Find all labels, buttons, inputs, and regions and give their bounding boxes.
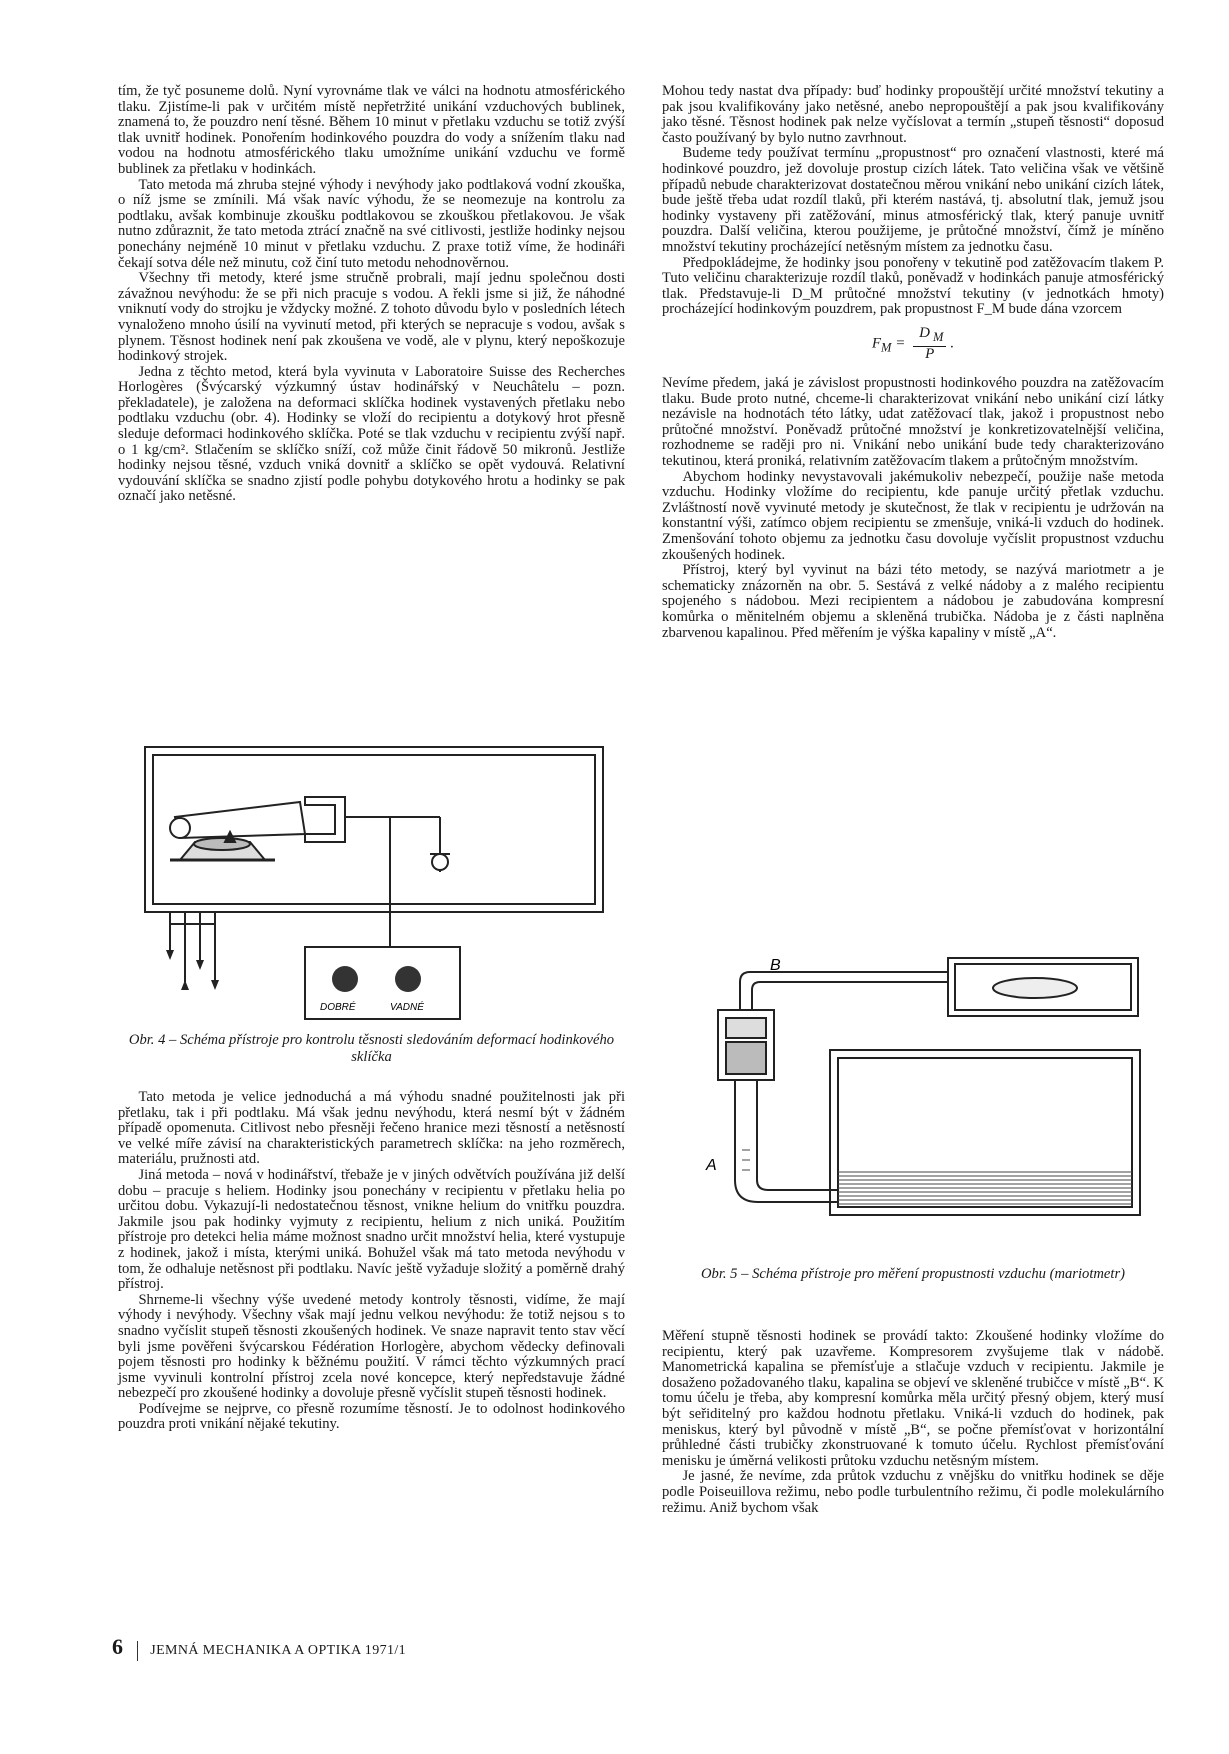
left-column-bottom-text: [118, 1090, 625, 1433]
right-column-top-text: [662, 84, 1164, 641]
formula-numerator: D: [919, 324, 930, 341]
watch-icon: [993, 978, 1077, 998]
paragraph: Tato metoda má zhruba stejné výhody i nevýhody jako podtlaková vodní zkouška, o níž jsme se zmínili. Má však navíc výhodu, že se neomezuje na kontrolu za podtlaku, avšak kombinuje zkoušku podtlakovou se zkouškou přetlakovou. Je však nutno zdůraznit, že tato metoda ztrácí značně na své citlivosti, jestliže hodinky nejsou ponechány nejméně 10 minut v přetlaku vzduchu. Z praxe totiž víme, že hodináři čekají sotva déle než minutu, což činí tuto metodu nehodnověrnou.: [118, 176, 625, 271]
label-b: B: [770, 957, 781, 974]
paragraph: Mohou tedy nastat dva případy: buď hodinky propouštějí určité množství tekutiny a pak jsou kvalifikovány jako netěsné, anebo nepropouštějí a pak jsou kvalifikovány jako těsné. Těsnost hodinek pak nelze vyčíslovat a termín „stupeň těsnosti“ doposud často používaný by bylo nutno zavrhnout.: [662, 83, 1164, 146]
footer-divider: [137, 1641, 138, 1661]
formula-lhs: F: [871, 335, 882, 352]
paragraph: Jedna z těchto metod, která byla vyvinuta v Laboratoire Suisse des Recherches Horlogères (Švýcarský výzkumný ústav hodinářský v Neuchâtelu – pozn. překladatele), je založena na deformaci sklíčka hodinek vystavených přetlaku nebo podtlaku vzduchu (obr. 4). Hodinky se vloží do recipientu a dotykový hrot přesně sleduje deformaci hodinkového sklíčka. Poté se tlak vzduchu v recipientu zvýší např. o 1 kg/cm². Stlačením se sklíčko sníží, což může činit řádově 50 mikronů. Jestliže hodinky nejsou těsné, vzduch vniká dovnitř a sklíčko se opět vydouvá. Relativní vydouvání sklíčka se snadno zjistí podle pohybu dotykového hrotu a hodinky se pak označí jako netěsné.: [118, 363, 625, 505]
paragraph: Abychom hodinky nevystavovali jakémukoliv nebezpečí, použije naše metoda vzduchu. Hodinky vložíme do recipientu, kde panuje určitý přetlak vzduchu. Zvláštností nově vyvinuté metody je skutečnost, že tlak v recipientu je udržován na konstantní výši, zatímco objem recipientu se zmenšuje, vniká-li vzduch do hodinek. Zmenšování tohoto objemu za jednotku času dovoluje vyčíslit propustnost vzduchu zkoušených hodinek.: [662, 468, 1164, 563]
figure-4-caption: Obr. 4 – Schéma přístroje pro kontrolu těsnosti sledováním deformací hodinkového sklíčka: [128, 1032, 615, 1065]
watch-glass: [194, 838, 250, 850]
paragraph: Podívejme se nejprve, co přesně rozumíme těsností. Je to odolnost hodinkového pouzdra proti vnikání nějaké tekutiny.: [118, 1400, 625, 1433]
bad-lamp-icon: [395, 966, 421, 992]
adjust-screw: [432, 854, 448, 870]
sensor-head: [305, 797, 345, 842]
good-lamp-icon: [332, 966, 358, 992]
figure-4-diagram: [140, 742, 618, 1022]
paragraph: Je jasné, že nevíme, zda průtok vzduchu z vnějšku do vnitřku hodinek se děje podle Poiseuillova režimu, nebo podle turbulentního režimu, či podle molekulárního režimu. Aniž bychom však: [662, 1468, 1164, 1516]
formula-numerator-sub: M: [932, 329, 944, 344]
label-a: A: [706, 1157, 717, 1174]
left-column-top-text: [118, 84, 625, 505]
label-good: DOBRÉ: [320, 1002, 356, 1013]
formula-denominator: P: [925, 345, 935, 362]
paragraph: Předpokládejme, že hodinky jsou ponořeny v tekutině pod zatěžovacím tlakem P. Tuto veličinu charakterizuje rozdíl tlaků, poněvadž v hodinkách panuje atmosférický tlak. Představuje-li D_M průtočné množství tekutiny (v jednotkách hmoty) procházející hodinkovým pouzdrem, pak propustnost F_M bude dána vzorcem: [662, 254, 1164, 318]
journal-title: JEMNÁ MECHANIKA A OPTIKA 1971/1: [150, 1643, 407, 1658]
paragraph: Měření stupně těsnosti hodinek se provádí takto: Zkoušené hodinky vložíme do recipientu, který pak uzavřeme. Kompresorem zvyšujeme tlak v nádobě. Manometrická kapalina se přemísťuje a stlačuje vzduch v recipientu. Jakmile je dosaženo požadovaného tlaku, kapalina se objeví ve skleněné trubičce v místě „B“. K tomu účelu je třeba, aby kompresní komůrka měla určitý přesný objem, který musí být seřiditelný pro každou hodnotu přetlaku. Vniká-li vzduch do hodinek, pak meniskus, který byl původně v místě „B“, se počne přemísťovat v horizontální průhledné části trubičky zkonstruované k tomuto účelu. Rychlost přemísťování menisku je úměrná velikosti průtoku vzduchu netěsným místem.: [662, 1328, 1164, 1469]
paragraph: Budeme tedy používat termínu „propustnost“ pro označení vlastnosti, které má hodinkové pouzdro, jež dovoluje prostup cizích látek. Tato veličina však ve většině případů nebude charakterizovat dostatečnou měrou vnikání nebo unikání cizích látek, bude ještě třeba udat rozdíl tlaků, při kterém nastává, tj. absolutní tlak, jemuž jsou hodinky vystaveny při zatěžování, minus atmosférický tlak, který panuje uvnitř pouzdra. Další veličina, kterou použijeme, je průtočné množství, čímž je míněno množství tekutiny procházející netěsným místem za jednotku času.: [662, 145, 1164, 255]
glass-tube: [740, 972, 948, 1010]
large-vessel: [830, 1050, 1140, 1215]
page-footer: [112, 1634, 406, 1661]
lever-arm: [175, 802, 305, 838]
paragraph: Shrneme-li všechny výše uvedené metody kontroly těsnosti, vidíme, že mají výhody i nevýhody. Všechny však mají jednu velkou nevýhodu: že totiž nejsou s to snadno vyčíslit stupeň těsnosti zkoušených hodinek. Ve snaze napravit tento stav věcí byli jsme pověřeni švýcarskou Fédération Horlogère, abychom vědecky definovali pojem těsnosti pro hodinky k běžnému použití. V rámci těchto výzkumných prací jsme vyvinuli kontrolní přístroj zcela nové koncepce, který nepředstavuje žádné nebezpečí pro zkoušené hodinky a dovoluje přesně vyčíslit stupeň těsnosti hodinek.: [118, 1291, 625, 1402]
paragraph: Tato metoda je velice jednoduchá a má výhodu snadné použitelnosti jak při přetlaku, tak i při podtlaku. Má však jednu nevýhodu, která nesmí být v žádném případě opomenuta. Citlivost nebo přesněji řečeno hranice mezi těsností a netěsností ve velké míře závisí na charakteristických parametrech sklíčka: na jeho rozměrech, materiálu, pružnosti atd.: [118, 1089, 625, 1168]
formula-fraction: [913, 326, 946, 362]
label-bad: VADNÉ: [390, 1002, 424, 1013]
paragraph: Nevíme předem, jaká je závislost propustnosti hodinkového pouzdra na zatěžovacím tlaku. Bude proto nutné, chceme-li charakterizovat vnikání nebo unikání cizí látky nezávisle na hodnotách této látky, udat zatěžovací tlak, jakož i propustnost nebo průtočné množství. Poněvadž průtočné množství je konkretizovatelnější veličina, rozhodneme se raději pro ni. Vnikání nebo unikání bude tedy charakterizováno tekutinou, která proniká, relativním zatěžovacím tlakem a průtočným množstvím.: [662, 375, 1164, 470]
paragraph: Všechny tři metody, které jsme stručně probrali, mají jednu společnou dosti závažnou nevýhodu: že se při nich pracuje s vodou. A řekli jsme si již, že náhodné vniknutí vody do strojku je vždycky možné. Z tohoto důvodu bylo v posledních létech vynaloženo mnoho úsilí na vyvinutí metod, při kterých se nepracuje s vodou, avšak s plynem. Těsnost hodinek není pak zkoušena ve vodě, ale v plynu, který nepoškozuje hodinkový strojek.: [118, 270, 625, 365]
figure-5-diagram: [680, 950, 1150, 1250]
paragraph: Jiná metoda – nová v hodinářství, třebaže je v jiných odvětvích používána již delší dobu – pracuje s heliem. Hodinky jsou ponechány v recipientu v přetlaku helia po určitou dobu. Vykazují-li nedostatečnou těsnost, vnikne helium do vnitřku pouzdra. Jakmile jsou pak hodinky vyjmuty z recipientu, helium z nich uniká. Použitím přístroje pro detekci helia máme možnost snadno určit množství helia, které vystupuje z hodinek, jakož i místa, kterými uniká. Bohužel však má tato metoda nevýhodu v tom, že odhaluje netěsnost při podtlaku. Navíc ještě vyžaduje složitý a poměrně drahý přístroj.: [118, 1166, 625, 1293]
page-number: 6: [112, 1634, 124, 1659]
formula-lhs-sub: M: [881, 340, 892, 355]
figure-5-caption: Obr. 5 – Schéma přístroje pro měření propustnosti vzduchu (mariotmetr): [700, 1266, 1125, 1282]
paragraph: tím, že tyč posuneme dolů. Nyní vyrovnáme tlak ve válci na hodnotu atmosférického tlaku. Zjistíme-li pak v určitém místě nepřetržité unikání vzduchových bublinek, znamená to, že pouzdro není těsné. Během 10 minut v přetlaku vzduchu se totiž zvýší tlak uvnitř hodinek. Ponořením hodinkového pouzdra do vody a snížením tlaku nad vodou na hodnotu atmosférického tlaku umožníme unikání vzduchu ve formě bublinek za přetlaku v hodinkách.: [118, 83, 625, 177]
right-column-bottom-text: [662, 1329, 1164, 1516]
paragraph: Přístroj, který byl vyvinut na bázi této metody, se nazývá mariotmetr a je schematicky znázorněn na obr. 5. Sestává z velké nádoby a z malého recipientu spojeného s nádobou. Mezi recipientem a nádobou je zabudována kompresní komůrka o měnitelném objemu a skleněná trubička. Nádoba je z části naplněna zbarvenou kapalinou. Před měřením je výška kapaliny v místě „A“.: [662, 562, 1164, 641]
propustnost-formula: $F_M$ = $\frac{D _M}{P}$ .: [871, 324, 955, 362]
